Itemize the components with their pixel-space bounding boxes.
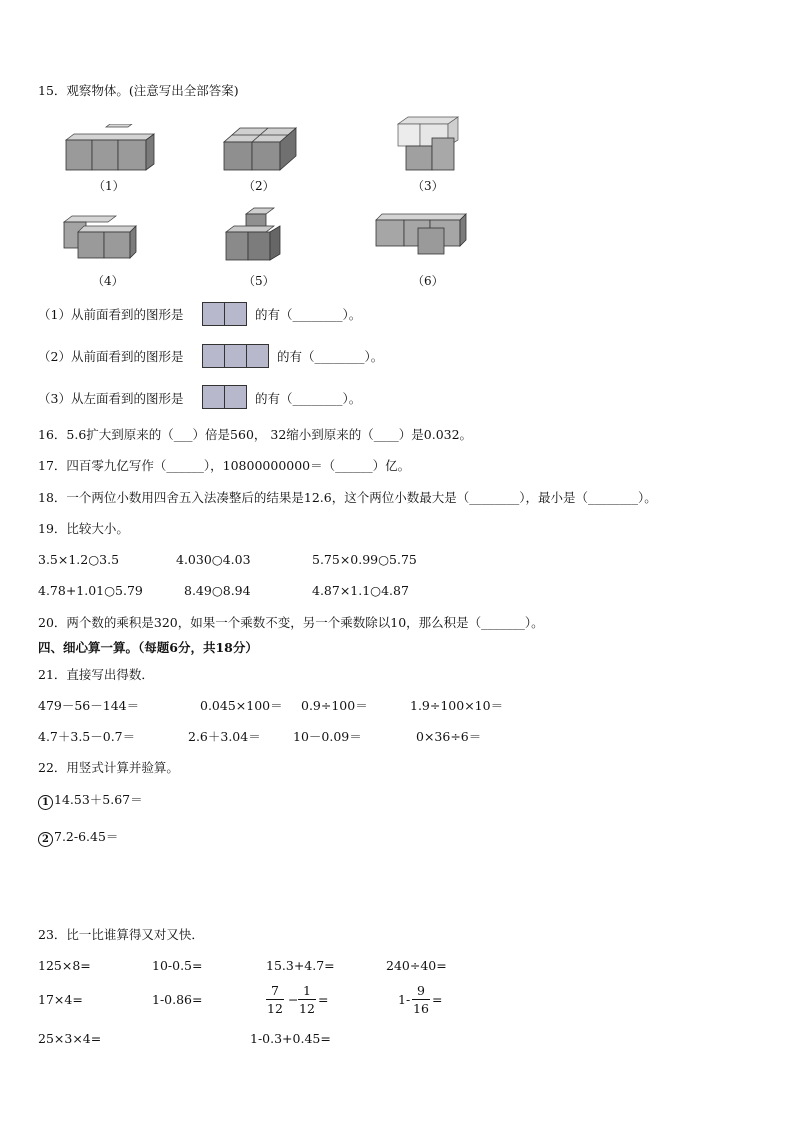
q15-sub2-suffix: 的有（________）。 <box>277 349 384 364</box>
fraction-minus-sign: − <box>288 992 299 1007</box>
q23-r1-c2: 10-0.5= <box>152 958 203 973</box>
fraction-c-numerator: 9 <box>417 983 425 998</box>
q23-r3-c2: 1-0.3+0.45= <box>250 1031 331 1046</box>
q18-text: 18．一个两位小数用四舍五入法凑整后的结果是12.6，这个两位小数最大是（________），最小是（________）。 <box>38 490 657 505</box>
circled-number-1: 1 <box>38 795 53 810</box>
two-square-view-icon <box>202 302 247 326</box>
fraction-a-denominator: 12 <box>267 1001 283 1016</box>
q23-r1-c3: 15.3+4.7= <box>266 958 335 973</box>
q21-title: 21．直接写出得数． <box>38 667 154 682</box>
q21-r2-c4: 0×36÷6＝ <box>416 729 482 744</box>
q15-sub1-prefix: （1）从前面看到的图形是 <box>38 307 184 322</box>
cube-figure-4 <box>58 212 140 262</box>
fraction-a <box>266 983 284 1016</box>
q23-r2-c2: 1-0.86= <box>152 992 203 1007</box>
q23-r3-c1: 25×3×4= <box>38 1031 102 1046</box>
q23-r1-c1: 125×8= <box>38 958 91 973</box>
fraction-c-denominator: 16 <box>413 1001 429 1016</box>
three-square-view-icon <box>202 344 269 368</box>
q22-item-1 <box>38 792 143 810</box>
q21-r2-c2: 2.6＋3.04＝ <box>188 729 261 744</box>
cube-figure-2 <box>220 122 300 174</box>
q22-item-1-text: 14.53＋5.67＝ <box>54 792 143 807</box>
fraction-c-prefix: 1- <box>398 992 411 1007</box>
q19-r1-c1: 3.5×1.2○3.5 <box>38 552 120 567</box>
q15-title: 15．观察物体。(注意写出全部答案) <box>38 83 239 98</box>
q21-r1-c4: 1.9÷100×10＝ <box>410 698 504 713</box>
two-square-left-view-icon <box>202 385 247 409</box>
cube-figure-3 <box>392 114 466 174</box>
cube-figure-1 <box>62 124 162 174</box>
q15-sub2-prefix: （2）从前面看到的图形是 <box>38 349 184 364</box>
q22-item-2 <box>38 829 118 847</box>
q19-r2-c2: 8.49○8.94 <box>184 583 251 598</box>
q21-r2-c1: 4.7＋3.5－0.7＝ <box>38 729 136 744</box>
q20-text: 20．两个数的乘积是320，如果一个乘数不变，另一个乘数除以10，那么积是（_______）。 <box>38 615 544 630</box>
q21-r2-c3: 10－0.09＝ <box>293 729 362 744</box>
q21-r1-c3: 0.9÷100＝ <box>301 698 368 713</box>
fraction-a-numerator: 7 <box>271 983 279 998</box>
q19-r1-c3: 5.75×0.99○5.75 <box>312 552 417 567</box>
q16-text: 16．5.6扩大到原来的（___）倍是560， 32缩小到原来的（____）是0.032。 <box>38 427 473 442</box>
fraction-b-denominator: 12 <box>299 1001 315 1016</box>
q21-r1-c2: 0.045×100＝ <box>200 698 283 713</box>
q15-sub3-suffix: 的有（________）。 <box>255 391 362 406</box>
section-4-heading: 四、细心算一算。（每题6分，共18分） <box>38 640 258 655</box>
fraction-b <box>298 983 316 1016</box>
cube-figure-6 <box>372 210 472 258</box>
caption-2: （2） <box>243 179 275 193</box>
caption-4: （4） <box>92 274 124 288</box>
q23-r1-c4: 240÷40= <box>386 958 447 973</box>
q19-r2-c3: 4.87×1.1○4.87 <box>312 583 409 598</box>
q21-r1-c1: 479－56－144＝ <box>38 698 140 713</box>
q15-sub1-suffix: 的有（________）。 <box>255 307 362 322</box>
caption-3: （3） <box>412 179 444 193</box>
q19-r1-c2: 4.030○4.03 <box>176 552 251 567</box>
fraction-b-numerator: 1 <box>303 983 311 998</box>
fraction-c <box>412 983 430 1016</box>
q15-sub3-prefix: （3）从左面看到的图形是 <box>38 391 184 406</box>
caption-1: （1） <box>93 179 125 193</box>
q23-title: 23．比一比谁算得又对又快． <box>38 927 204 942</box>
q19-r2-c1: 4.78+1.01○5.79 <box>38 583 143 598</box>
q19-title: 19．比较大小。 <box>38 521 129 536</box>
fraction-equals-sign: = <box>318 992 329 1007</box>
caption-5: （5） <box>243 274 275 288</box>
cube-figure-5 <box>222 206 288 264</box>
fraction-c-equals-sign: = <box>432 992 443 1007</box>
caption-6: （6） <box>412 274 444 288</box>
circled-number-2: 2 <box>38 832 53 847</box>
q23-r2-c1: 17×4= <box>38 992 83 1007</box>
q17-text: 17．四百零九亿写作（______），10800000000＝（______）亿。 <box>38 458 411 473</box>
q22-item-2-text: 7.2-6.45＝ <box>54 829 119 844</box>
q22-title: 22．用竖式计算并验算。 <box>38 760 179 775</box>
